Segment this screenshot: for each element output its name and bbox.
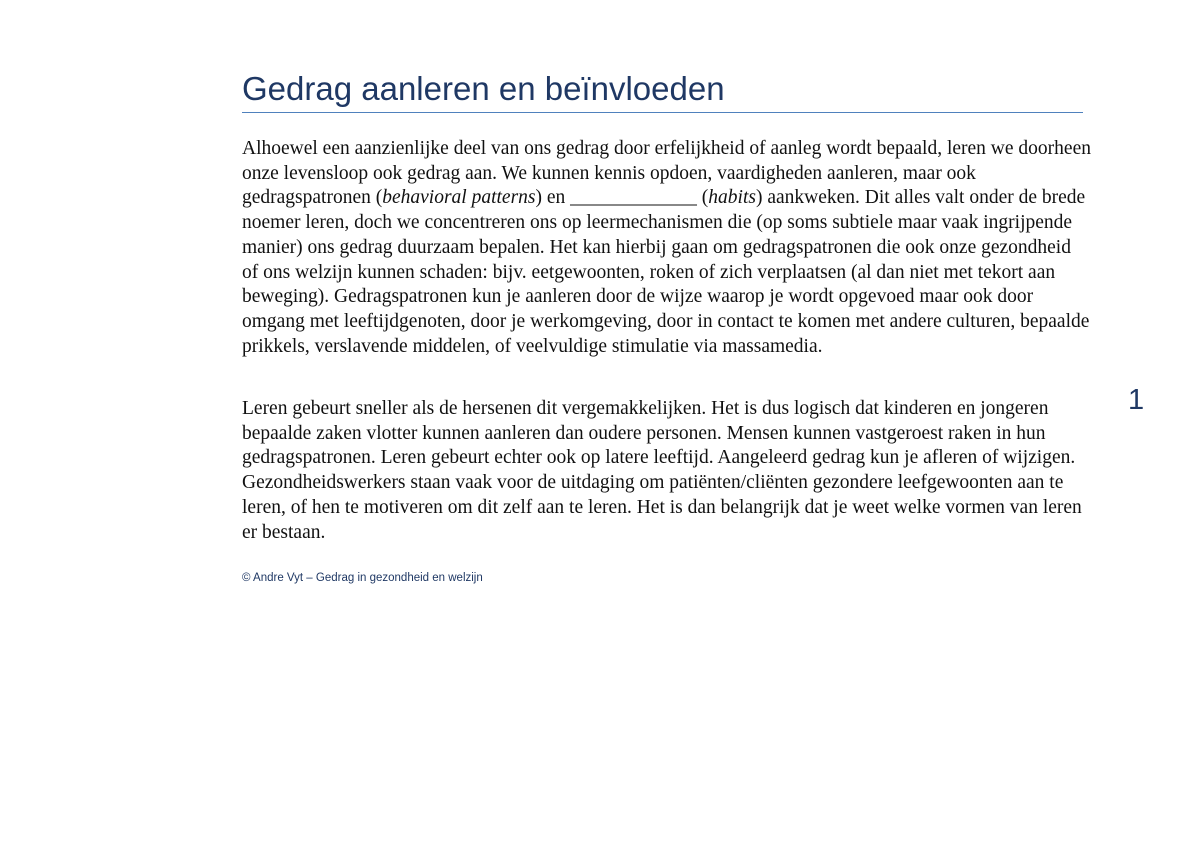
paragraph-1-text-1: Alhoewel een aanzienlijke deel van ons gedrag door erfelijkheid of aanleg wordt bepaald, leren we doorheen onze levensloop ook gedrag aan. We kunnen kennis opdoen, vaardigheden aanleren, maar ook gedragspatronen ( [242,138,1091,209]
paragraph-1-text-2: ) en _____________ ( [535,187,709,209]
paragraph-1-italic-term-1: behavioral patterns [382,187,536,209]
paragraph-1-text-3: ) aankweken. Dit alles valt onder de brede noemer leren, doch we concentreren ons op leermechanismen die (op soms subtiele maar vaak ingrijpende manier) ons gedrag duurzaam bepalen. Het kan hierbij gaan om gedragspatronen die ook onze gezondheid of ons welzijn kunnen schaden: bijv. eetgewoonten, roken of zich verplaatsen (al dan niet met tekort aan beweging). Gedragspatronen kun je aanleren door de wijze waarop je wordt opgevoed maar ook door omgang met leeftijdgenoten, door je werkomgeving, door in contact te komen met andere culturen, bepaalde prikkels, verslavende middelen, of veelvuldige stimulatie via massamedia. [242,187,1090,357]
paragraph-1-italic-term-2: habits [708,187,756,209]
page-number: 1 [1128,384,1145,416]
title-underline [242,112,1083,113]
copyright-footer: © Andre Vyt – Gedrag in gezondheid en welzijn [242,572,483,584]
body-paragraph-1 [242,137,1092,359]
page-title: Gedrag aanleren en beïnvloeden [242,70,725,107]
body-paragraph-2: Leren gebeurt sneller als de hersenen dit vergemakkelijken. Het is dus logisch dat kinderen en jongeren bepaalde zaken vlotter kunnen aanleren dan oudere personen. Mensen kunnen vastgeroest raken in hun gedragspatronen. Leren gebeurt echter ook op latere leeftijd. Aangeleerd gedrag kun je afleren of wijzigen. Gezondheidswerkers staan vaak voor de uitdaging om patiënten/cliënten gezondere leefgewoonten aan te leren, of hen te motiveren om dit zelf aan te leren. Het is dan belangrijk dat je weet welke vormen van leren er bestaan. [242,398,1082,543]
